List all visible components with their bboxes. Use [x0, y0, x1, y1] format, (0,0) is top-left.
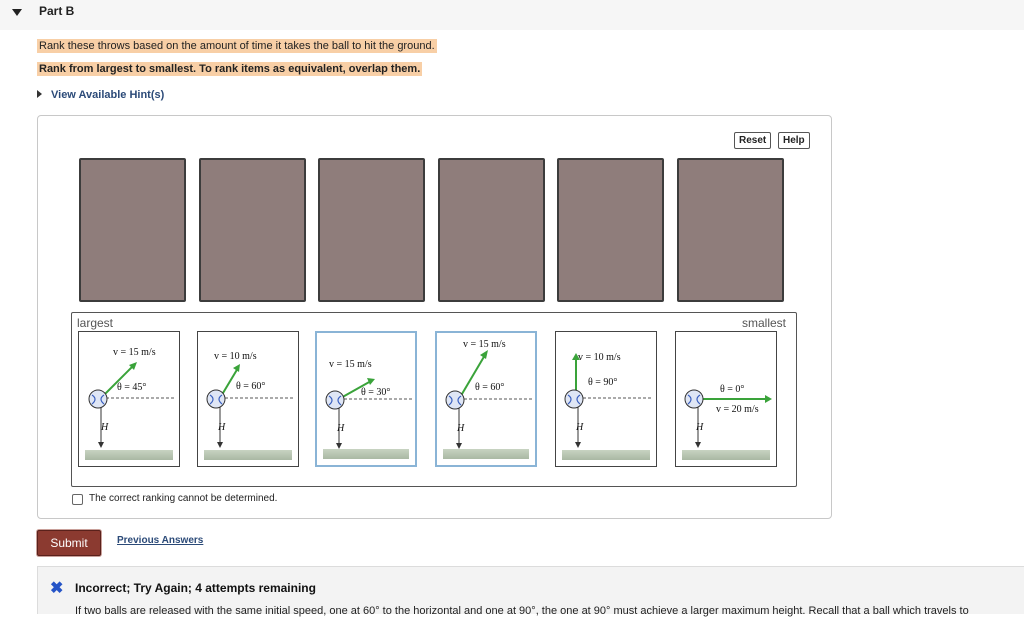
angle-label: θ = 60°	[475, 382, 505, 393]
speed-label: v = 15 m/s	[113, 347, 156, 358]
previous-answers-link[interactable]: Previous Answers	[117, 535, 204, 546]
cannot-determine-label: The correct ranking cannot be determined.	[89, 493, 278, 504]
throw-card-5[interactable]	[555, 331, 657, 467]
throw-card-6[interactable]	[675, 331, 777, 467]
ranking-slot-4[interactable]	[438, 158, 545, 302]
height-label: H	[337, 423, 345, 434]
incorrect-x-icon: ✖	[50, 580, 64, 597]
ranking-slot-5[interactable]	[557, 158, 664, 302]
height-label: H	[457, 423, 465, 434]
smallest-label: smallest	[742, 316, 787, 330]
angle-label: θ = 60°	[236, 381, 266, 392]
ranking-slot-1[interactable]	[79, 158, 186, 302]
throw-diagram	[79, 332, 181, 468]
speed-label: v = 15 m/s	[463, 339, 506, 350]
feedback-text: If two balls are released with the same initial speed, one at 60° to the horizontal and one at 90°, the one at 90° must achieve a larger maximum height. Recall that a ball which travels to	[75, 605, 969, 617]
throw-card-3[interactable]	[315, 331, 417, 467]
angle-label: θ = 0°	[720, 384, 745, 395]
hint-link-label: View Available Hint(s)	[51, 89, 165, 101]
angle-label: θ = 90°	[588, 377, 618, 388]
view-hints-link[interactable]	[37, 89, 164, 101]
expand-arrow-icon	[37, 90, 42, 98]
ground-strip	[204, 450, 292, 460]
reset-button[interactable]: Reset	[734, 132, 771, 149]
height-label: H	[218, 422, 226, 433]
ranking-slot-2[interactable]	[199, 158, 306, 302]
speed-label: v = 10 m/s	[578, 352, 621, 363]
height-label: H	[696, 422, 704, 433]
part-title: Part B	[39, 4, 75, 18]
ground-strip	[443, 449, 529, 459]
instruction-rank-order: Rank from largest to smallest. To rank items as equivalent, overlap them.	[39, 63, 421, 75]
ranking-slot-3[interactable]	[318, 158, 425, 302]
throw-diagram	[676, 332, 778, 468]
ground-strip	[562, 450, 650, 460]
ground-strip	[323, 449, 409, 459]
throw-diagram	[556, 332, 658, 468]
ranking-slot-6[interactable]	[677, 158, 784, 302]
throw-diagram	[198, 332, 300, 468]
ground-strip	[682, 450, 770, 460]
collapse-triangle-icon[interactable]	[12, 9, 22, 16]
ground-strip	[85, 450, 173, 460]
height-label: H	[101, 422, 109, 433]
throw-card-1[interactable]	[78, 331, 180, 467]
height-label: H	[576, 422, 584, 433]
speed-label: v = 20 m/s	[716, 404, 759, 415]
largest-label: largest	[77, 316, 114, 330]
part-header	[0, 0, 1024, 30]
throw-card-2[interactable]	[197, 331, 299, 467]
angle-label: θ = 45°	[117, 382, 147, 393]
speed-label: v = 10 m/s	[214, 351, 257, 362]
feedback-title: Incorrect; Try Again; 4 attempts remaining	[75, 581, 316, 595]
throw-card-4[interactable]	[435, 331, 537, 467]
speed-label: v = 15 m/s	[329, 359, 372, 370]
cannot-determine-checkbox[interactable]	[72, 494, 83, 505]
instruction-text: Rank these throws based on the amount of time it takes the ball to hit the ground.	[39, 40, 435, 52]
help-button[interactable]: Help	[778, 132, 810, 149]
angle-label: θ = 30°	[361, 387, 391, 398]
submit-button[interactable]: Submit	[37, 530, 101, 556]
